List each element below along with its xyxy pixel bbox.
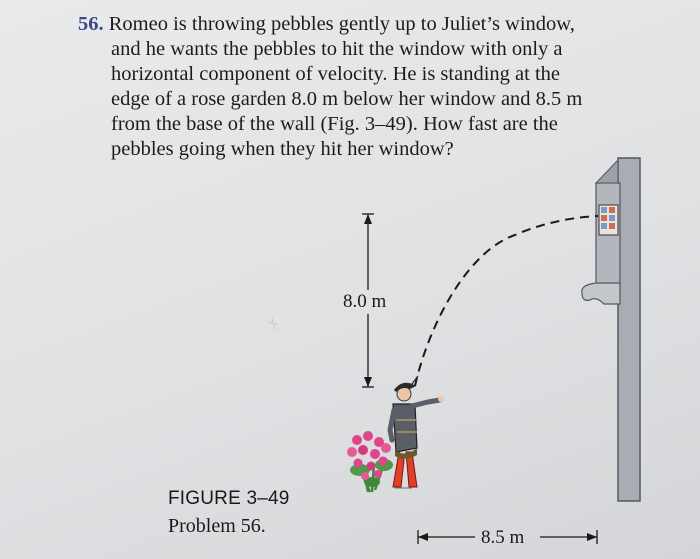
- problem-line-1: 56. Romeo is throwing pebbles gently up to Juliet’s window,: [78, 13, 575, 35]
- juliet-window: [599, 205, 618, 235]
- pebble-trajectory: [415, 216, 598, 386]
- vertical-measure-label: 8.0 m: [343, 291, 387, 312]
- problem-line-3: horizontal component of velocity. He is standing at the: [111, 63, 560, 85]
- rose-bush: [347, 431, 393, 492]
- problem-number: 56.: [78, 13, 104, 35]
- problem-line-2: and he wants the pebbles to hit the window with only a: [111, 38, 563, 60]
- problem-line-5: from the base of the wall (Fig. 3–49). How fast are the: [111, 113, 558, 135]
- problem-line-4: edge of a rose garden 8.0 m below her window and 8.5 m: [111, 88, 583, 110]
- romeo-figure: [390, 376, 444, 488]
- figure-label: FIGURE 3–49: [168, 488, 290, 509]
- figure-caption: Problem 56.: [168, 515, 266, 537]
- horizontal-measure-label: 8.5 m: [481, 527, 525, 548]
- problem-line-6: pebbles going when they hit her window?: [111, 138, 454, 160]
